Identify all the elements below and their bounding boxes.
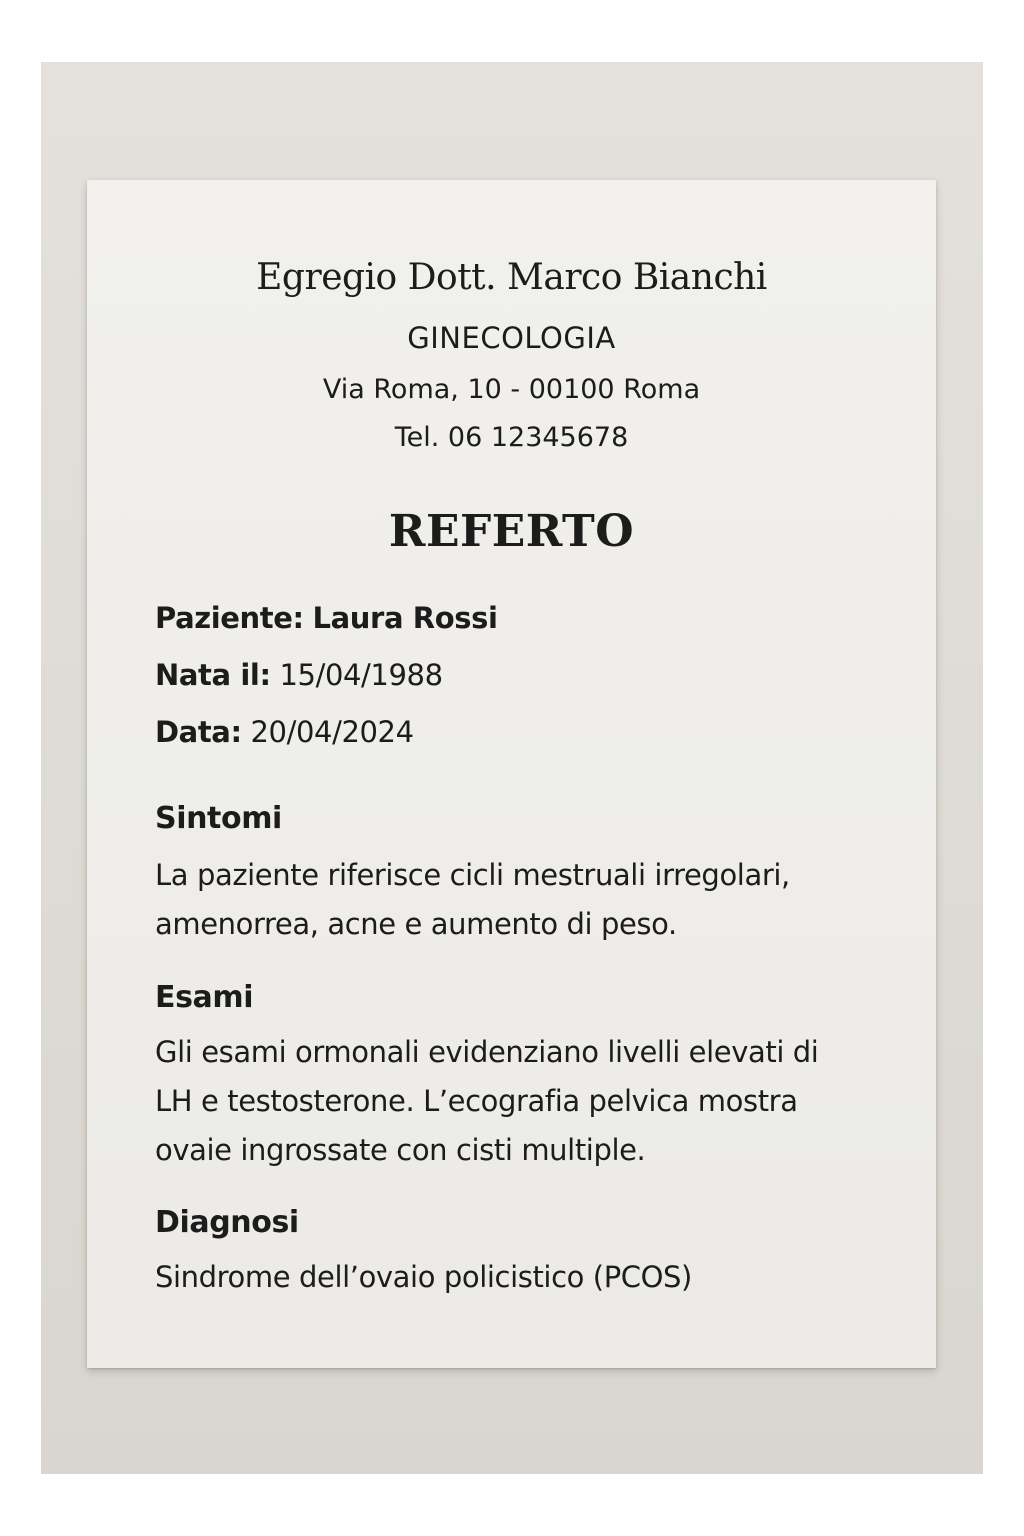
birth-date-label: Nata il:	[155, 658, 271, 692]
symptoms-section	[155, 797, 875, 949]
patient-name-value: Laura Rossi	[312, 601, 498, 635]
diagnosis-heading: Diagnosi	[155, 1205, 299, 1240]
document-title: REFERTO	[388, 506, 635, 557]
patient-name-row	[155, 594, 875, 643]
exams-line: ovaie ingrossate con cisti multiple.	[155, 1133, 646, 1167]
symptoms-line: amenorrea, acne e aumento di peso.	[155, 907, 677, 941]
birth-date-row	[155, 651, 875, 700]
symptoms-heading: Sintomi	[155, 801, 282, 836]
report-date-row	[155, 708, 875, 757]
diagnosis-text	[155, 1253, 875, 1302]
report-date-label: Data:	[155, 715, 242, 749]
symptoms-line: La paziente riferisce cicli mestruali irregolari,	[155, 858, 790, 892]
patient-name-label: Paziente:	[155, 601, 304, 635]
symptoms-text	[155, 851, 875, 949]
birth-date-value: 15/04/1988	[279, 658, 443, 692]
exams-text	[155, 1028, 875, 1175]
diagnosis-line: Sindrome dell’ovaio policistico (PCOS)	[155, 1260, 692, 1294]
clinic-address: Via Roma, 10 - 00100 Roma	[322, 374, 701, 405]
exams-line: LH e testosterone. L’ecografia pelvica mostra	[155, 1084, 798, 1118]
medical-report-card	[87, 180, 936, 1368]
clinic-phone: Tel. 06 12345678	[394, 422, 629, 453]
exams-heading: Esami	[155, 980, 254, 1015]
diagnosis-section	[155, 1201, 875, 1302]
report-date-value: 20/04/2024	[250, 715, 414, 749]
doctor-name: Egregio Dott. Marco Bianchi	[256, 257, 767, 298]
department: GINECOLOGIA	[407, 321, 616, 355]
patient-info	[155, 594, 875, 757]
exams-section	[155, 976, 875, 1175]
exams-line: Gli esami ormonali evidenziano livelli elevati di	[155, 1035, 819, 1069]
